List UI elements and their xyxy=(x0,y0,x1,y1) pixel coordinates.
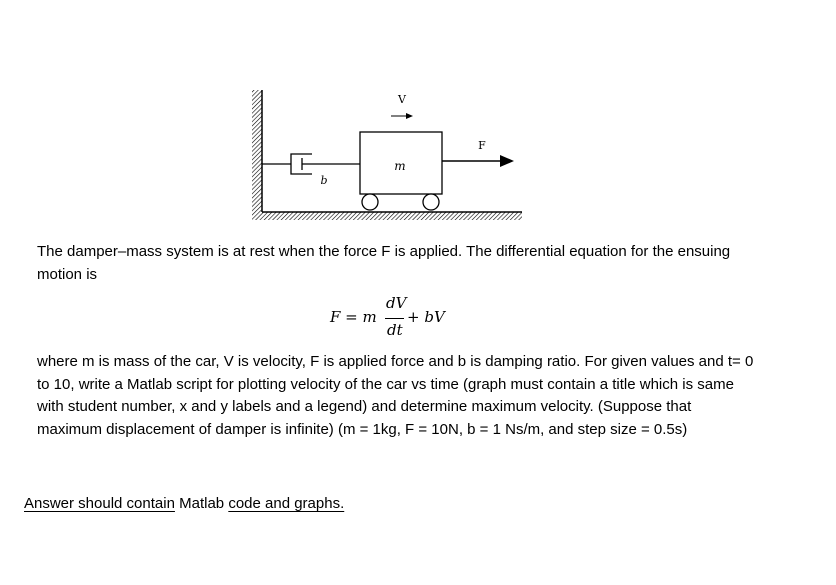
equation-denominator: dt xyxy=(387,321,403,339)
answer-instruction-part1: Answer should contain xyxy=(24,495,175,512)
mass-label: m xyxy=(394,159,406,173)
answer-instruction-part3: code and graphs. xyxy=(228,495,345,512)
velocity-arrow-head xyxy=(406,113,413,119)
differential-equation xyxy=(330,292,470,348)
answer-instruction-part2: Matlab xyxy=(179,495,225,512)
problem-intro-text: The damper–mass system is at rest when the force F is applied. The differential equation for the ensuing motion is xyxy=(37,243,731,283)
force-arrow-head xyxy=(500,155,514,167)
ground-hatch xyxy=(252,212,522,220)
damper xyxy=(262,154,360,174)
damper-mass-diagram xyxy=(0,0,836,230)
force-label: F xyxy=(478,139,486,152)
wheel-left xyxy=(362,194,378,210)
problem-description-text: where m is mass of the car, V is velocity, F is applied force and b is damping ratio. For given values and t= 0 to 10, write a Matlab script for plotting velocity of the car vs time (graph must contain a title which is same with student number, x and y labels and a legend) and determine maximum velocity. (Suppose that maximum displacement of damper is infinite) (m = 1kg, F = 10N, b = 1 Ns/m, and step size = 0.5s) xyxy=(37,353,754,438)
damper-label: b xyxy=(320,174,328,187)
wheel-right xyxy=(423,194,439,210)
fraction-bar xyxy=(385,318,404,319)
wall-hatch xyxy=(252,90,262,212)
velocity-label: V xyxy=(398,93,406,106)
equation-lhs: F = m xyxy=(330,308,377,326)
equation-numerator: dV xyxy=(386,294,407,312)
equation-rhs: + bV xyxy=(407,308,445,326)
answer-instruction xyxy=(24,494,344,514)
